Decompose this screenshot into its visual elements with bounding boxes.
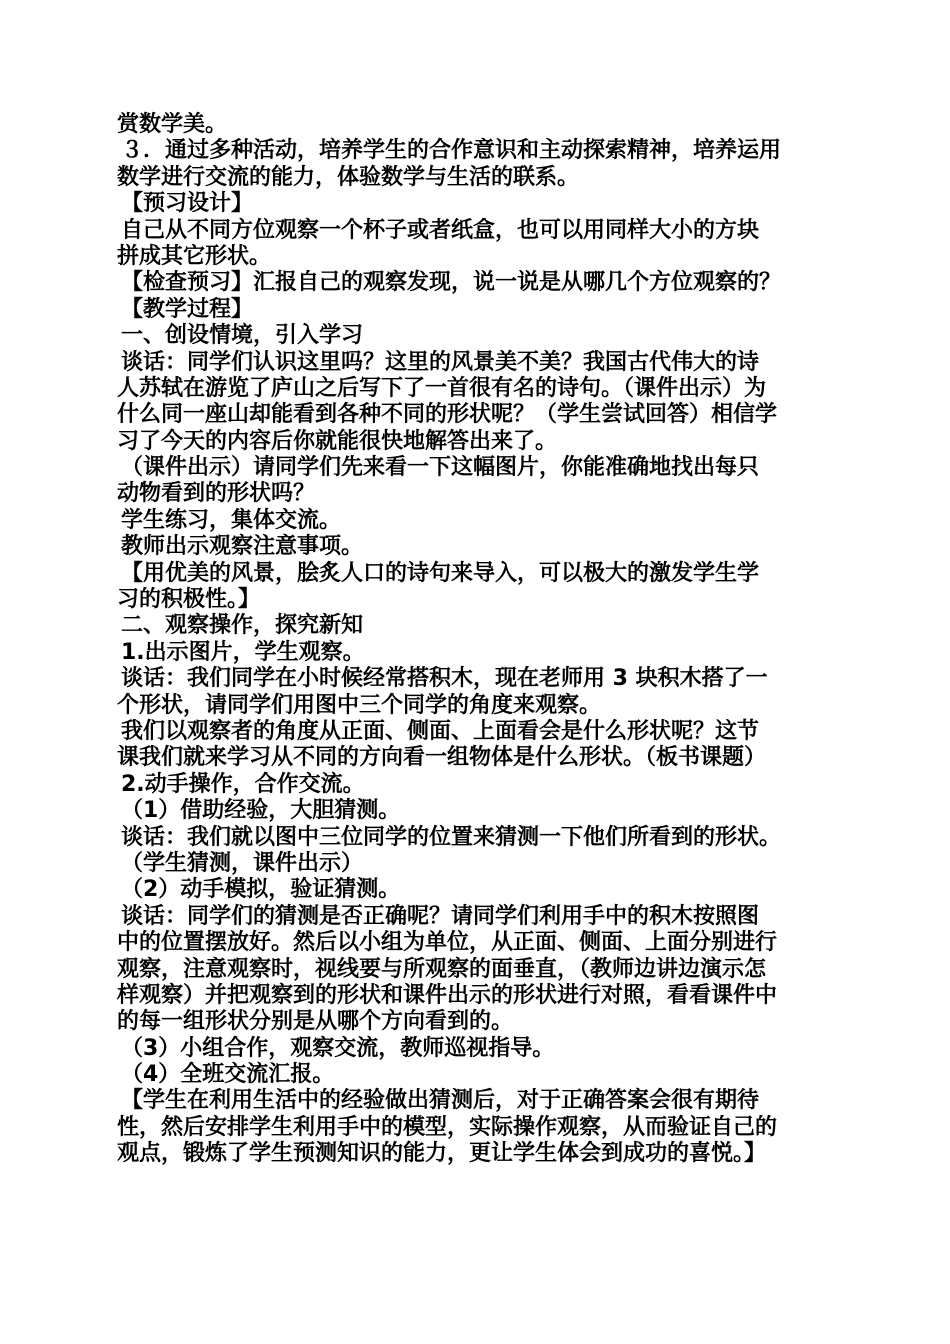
text-line: 个形状，请同学们用图中三个同学的角度来观察。 [117, 692, 602, 718]
text-line: 【用优美的风景，脍炙人口的诗句来导入，可以极大的激发学生学 [121, 560, 760, 586]
text-line: 赏数学美。 [117, 112, 228, 137]
text-line: 【检查预习】汇报自己的观察发现，说一说是从哪几个方位观察的？ [121, 270, 782, 296]
text-line: 1.出示图片，学生观察。 [121, 639, 365, 665]
text-line: 谈话：我们同学在小时候经常搭积木，现在老师用 3 块积木搭了一 [121, 666, 768, 692]
text-line: 中的位置摆放好。然后以小组为单位，从正面、侧面、上面分别进行 [117, 930, 778, 956]
document-body [117, 112, 837, 1168]
section-heading: 【预习设计】 [121, 191, 254, 217]
section-heading: 【教学过程】 [121, 296, 254, 322]
text-line: （2）动手模拟，验证猜测。 [121, 877, 401, 903]
text-line: 2.动手操作，合作交流。 [121, 771, 365, 797]
text-line: ３．通过多种活动，培养学生的合作意识和主动探索精神，培养运用 [121, 138, 782, 164]
text-line: 人苏轼在游览了庐山之后写下了一首很有名的诗句。（课件出示）为 [117, 375, 767, 401]
text-line: 谈话：同学们认识这里吗？这里的风景美不美？我国古代伟大的诗 [121, 349, 760, 375]
text-line: 谈话：同学们的猜测是否正确呢？请同学们利用手中的积木按照图 [121, 903, 760, 929]
text-line: （4）全班交流汇报。 [121, 1062, 335, 1088]
text-line: 性，然后安排学生利用手中的模型，实际操作观察，从而验证自己的 [117, 1114, 778, 1140]
text-line: 习了今天的内容后你就能很快地解答出来了。 [117, 428, 558, 454]
text-line: 课我们就来学习从不同的方向看一组物体是什么形状。（板书课题） [117, 745, 767, 771]
text-line: 观点，锻炼了学生预测知识的能力，更让学生体会到成功的喜悦。】 [117, 1141, 767, 1167]
text-line: 习的积极性。】 [117, 587, 261, 613]
text-line: 的每一组形状分别是从哪个方向看到的。 [117, 1009, 514, 1035]
text-line: 【学生在利用生活中的经验做出猜测后，对于正确答案会很有期待 [121, 1088, 760, 1114]
text-line: 拼成其它形状。 [117, 243, 272, 269]
text-line: 教师出示观察注意事项。 [121, 534, 364, 560]
text-line: （1）借助经验，大胆猜测。 [121, 798, 401, 824]
text-line: 动物看到的形状吗？ [117, 481, 316, 507]
text-line: （学生猜测，课件出示） [121, 850, 364, 876]
text-line: 什么同一座山却能看到各种不同的形状呢？（学生尝试回答）相信学 [117, 402, 778, 428]
text-line: （课件出示）请同学们先来看一下这幅图片，你能准确地找出每只 [121, 455, 760, 481]
text-line: 谈话：我们就以图中三位同学的位置来猜测一下他们所看到的形状。 [121, 824, 782, 850]
text-line: 数学进行交流的能力，体验数学与生活的联系。 [117, 164, 580, 190]
text-line: 自己从不同方位观察一个杯子或者纸盒，也可以用同样大小的方块 [121, 217, 760, 243]
text-line: （3）小组合作，观察交流，教师巡视指导。 [121, 1035, 555, 1061]
text-line: 样观察）并把观察到的形状和课件出示的形状进行对照，看看课件中 [117, 982, 778, 1008]
text-line: 学生练习，集体交流。 [121, 507, 342, 533]
section-heading: 二、观察操作，探究新知 [121, 613, 364, 639]
text-line: 观察，注意观察时，视线要与所观察的面垂直，（教师边讲边演示怎 [117, 956, 767, 982]
section-heading: 一、创设情境，引入学习 [121, 323, 364, 349]
text-line: 我们以观察者的角度从正面、侧面、上面看会是什么形状呢？这节 [121, 718, 760, 744]
